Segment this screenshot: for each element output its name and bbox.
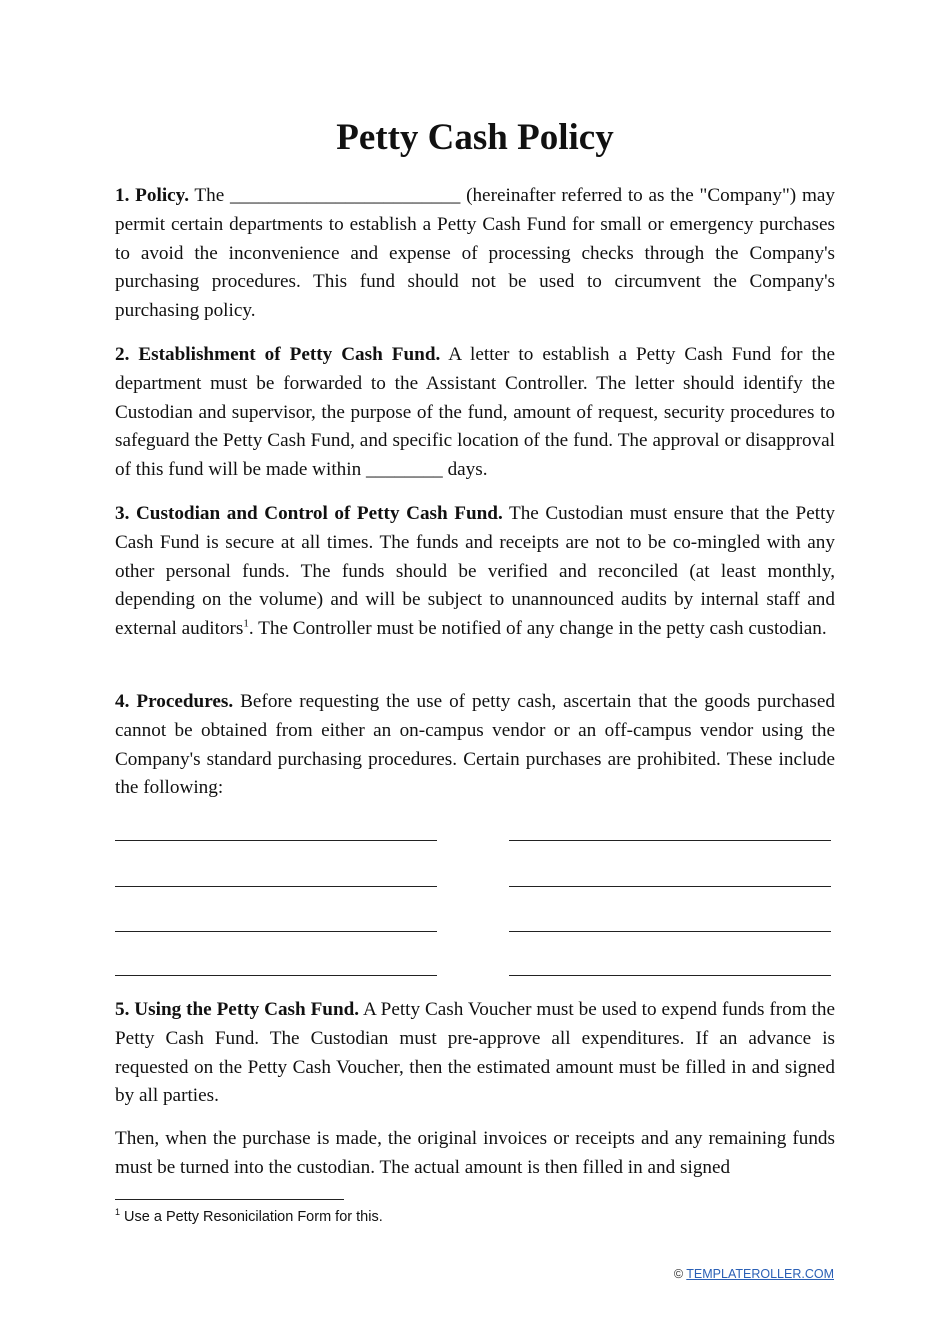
section-custodian: 3. Custodian and Control of Petty Cash Fund. The Custodian must ensure that the Petty Cash Fund is secure at all times. The funds and receipts are not to be co-mingled with any other personal funds. The funds should be verified and reconciled (at least monthly, depending on the volume) and will be subject to unannounced audits by internal staff and external auditors$^1$. The Controller must be notified of any change in the petty cash custodian.: [115, 503, 835, 640]
section-policy: 1. Policy. The ________________________ (hereinafter referred to as the "Company") may permit certain departments to establish a Petty Cash Fund for small or emergency purchases to avoid the inconvenience and expense of processing checks through the Company's purchasing procedures. This fund should not be used to circumvent the Company's purchasing policy.: [115, 185, 835, 322]
section-heading: 5. Using the Petty Cash Fund.: [115, 999, 360, 1020]
days-blank[interactable]: ________: [366, 459, 443, 481]
brand-footer: [674, 1265, 834, 1283]
prohibited-item-line[interactable]: [115, 931, 437, 932]
section-procedures: 4. Procedures. Before requesting the use of petty cash, ascertain that the goods purchased cannot be obtained from either an on-campus vendor or an off-campus vendor using the Company's standard purchasing procedures. Certain purchases are prohibited. These include the following:: [115, 691, 835, 799]
prohibited-item-line[interactable]: [115, 886, 437, 887]
section-establishment: 2. Establishment of Petty Cash Fund. A letter to establish a Petty Cash Fund for the department must be forwarded to the Assistant Controller. The letter should identify the Custodian and supervisor, the purpose of the fund, amount of request, security procedures to safeguard the Petty Cash Fund, and specific location of the fund. The approval or disapproval of this fund will be made within ________ days.: [115, 344, 835, 481]
templateroller-link[interactable]: TEMPLATEROLLER.COM: [686, 1267, 834, 1281]
prohibited-item-line[interactable]: [115, 975, 437, 976]
section-heading: 4. Procedures.: [115, 691, 234, 712]
section-using-fund: 5. Using the Petty Cash Fund. A Petty Cash Voucher must be used to expend funds from the Petty Cash Fund. The Custodian must pre-approve all expenditures. If an advance is requested on the Petty Cash Voucher, then the estimated amount must be filled in and signed by all parties.: [115, 999, 835, 1107]
prohibited-item-line[interactable]: [509, 931, 831, 932]
document-title: Petty Cash Policy: [336, 117, 614, 158]
footnote-text: Use a Petty Resonicilation Form for this.: [120, 1209, 383, 1225]
footnote: [115, 1207, 383, 1227]
copyright-symbol: ©: [673, 1267, 687, 1281]
prohibited-item-line[interactable]: [115, 840, 437, 841]
prohibited-item-line[interactable]: [509, 886, 831, 887]
section-then: Then, when the purchase is made, the original invoices or receipts and any remaining funds must be turned into the custodian. The actual amount is then filled in and signed: [115, 1128, 835, 1178]
prohibited-item-line[interactable]: [509, 840, 831, 841]
prohibited-item-line[interactable]: [509, 975, 831, 976]
section-heading: 3. Custodian and Control of Petty Cash Fund.: [115, 503, 503, 524]
footnote-reference: 1: [243, 617, 249, 630]
footnote-divider: [115, 1199, 344, 1200]
section-heading: 2. Establishment of Petty Cash Fund.: [115, 344, 441, 365]
section-heading: 1. Policy.: [115, 185, 189, 206]
footnote-number: 1: [115, 1207, 121, 1218]
company-name-blank[interactable]: ________________________: [230, 185, 461, 206]
